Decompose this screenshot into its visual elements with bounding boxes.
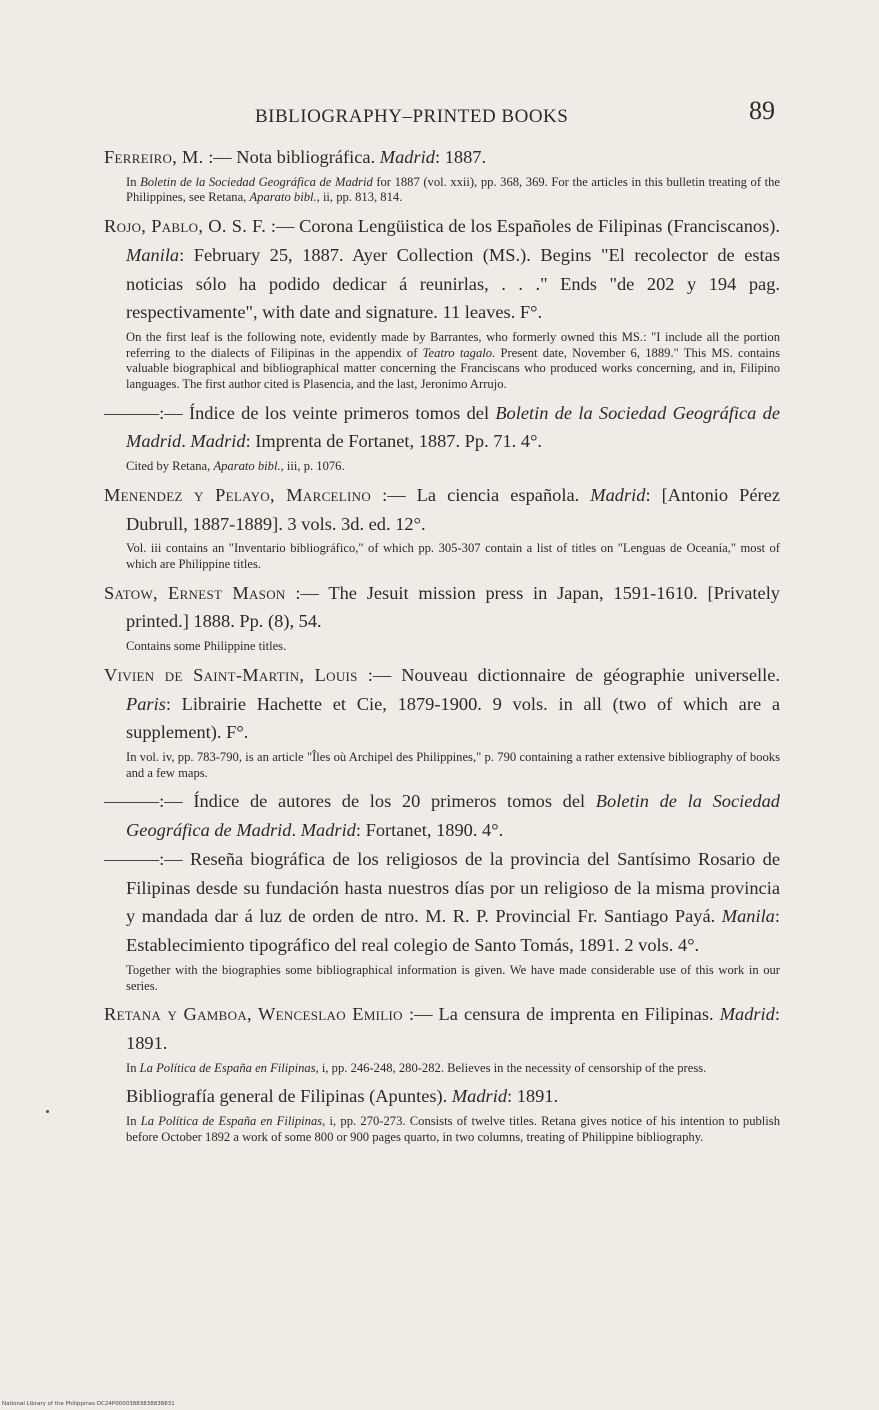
entry-imprint: : Imprenta de Fortanet, 1887. Pp. 71. 4°. xyxy=(245,431,543,452)
entry-author: ——— xyxy=(104,791,160,812)
entry-place: Madrid xyxy=(300,820,356,841)
entry-author: Ferreiro, M. xyxy=(104,147,204,167)
entry-note: In La Política de España en Filipinas, i, pp. 246-248, 280-282. Believes in the necessity of censorship of the press. xyxy=(126,1060,707,1075)
entry-place: Madrid xyxy=(190,431,246,452)
entry-title-italic: Boletin de la Sociedad Geográfica de Madrid xyxy=(126,402,780,452)
page-number: 89 xyxy=(749,96,775,125)
entry-note: In La Política de España en Filipinas, i, pp. 270-273. Consists of twelve titles. Retana gives notice of his intention to publish before October 1892 a work of some 800 or 900 pages quarto, in two columns, treating of Philippine bibliography. xyxy=(126,1114,780,1144)
entry-imprint: : 1891. xyxy=(126,1004,780,1054)
entry-author: ——— xyxy=(104,402,160,423)
entry-title-italic: Boletin de la Sociedad Geográfica de Madrid xyxy=(126,791,780,841)
entry-place: Manila xyxy=(126,244,180,265)
entry-note: In Boletin de la Sociedad Geográfica de Madrid for 1887 (vol. xxii), pp. 368, 369. For the articles in this bulletin treating of the Philippines, see Retana, Aparato bibl., ii, pp. 813, 814. xyxy=(126,174,780,205)
bib-entry-ferreiro xyxy=(104,143,780,172)
entry-title: :— The Jesuit mission press in Japan, 1591-1610. [Privately printed.] 1888. Pp. (8), 54. xyxy=(126,582,781,632)
page-header xyxy=(110,96,779,136)
entry-note: In vol. iv, pp. 783-790, is an article "Îles où Archipel des Philippines," p. 790 containing a rather extensive bibliography of books and a few maps. xyxy=(126,750,780,780)
bib-subentry-bibliografia xyxy=(126,1082,780,1111)
entry-author: Vivien de Saint-Martin, Louis xyxy=(104,664,358,685)
bibliography-list xyxy=(104,143,780,1151)
entry-author: Satow, Ernest Mason xyxy=(104,582,286,603)
entry-place: Madrid xyxy=(590,484,646,505)
bib-entry-resena xyxy=(104,845,780,960)
entry-note: Vol. iii contains an "Inventario bibliográfico," of which pp. 305-307 contain a list of titles on "Lenguas de Oceanía," most of which are Philippine titles. xyxy=(126,541,780,571)
entry-place: Paris xyxy=(126,693,166,714)
entry-note: On the first leaf is the following note, evidently made by Barrantes, who formerly owned this MS.: "I include all the portion referring to the dialects of Filipinas in the appendix of Teatro tagalo. Present date, November 6, 1889." This MS. contains valuable biographical and bibliographical matter concerning the Franciscans who produced works concerning, and in, Filipino languages. The first author cited is Plasencia, and the last, Jeronimo Arrujo. xyxy=(126,330,780,391)
entry-note: Contains some Philippine titles. xyxy=(126,639,287,654)
bib-entry-indice-autores: ———:— Índice de autores de los 20 primeros tomos del Boletin de la Sociedad Geográfica de Madrid. Madrid: Fortanet, 1890. 4°. xyxy=(104,791,780,841)
bib-entry-indice-veinte: ———:— Índice de los veinte primeros tomos del Boletin de la Sociedad Geográfica de Madrid. Madrid: Imprenta de Fortanet, 1887. Pp. 71. 4°. xyxy=(104,402,780,452)
entry-title: Bibliografía general de Filipinas (Apuntes). xyxy=(126,1086,452,1107)
bib-entry-satow xyxy=(104,579,780,637)
entry-author: Rojo, Pablo, O. S. F. xyxy=(104,215,267,236)
entry-imprint: : Establecimiento tipográfico del real colegio de Santo Tomás, 1891. 2 vols. 4°. xyxy=(126,906,780,956)
entry-author: Retana y Gamboa, Wenceslao Emilio xyxy=(104,1004,403,1025)
entry-imprint: : February 25, 1887. Ayer Collection (MS.). Begins "El recolector de estas noticias sólo ha podido dedicar á reunirlas, . . ." Ends "de 202 y 194 pag. respectivamente", with date and signature. 11 leaves. F°. xyxy=(126,244,780,323)
entry-place: Madrid xyxy=(451,1086,508,1107)
entry-title: :— Nouveau dictionnaire de géographie universelle. xyxy=(357,664,780,685)
entry-title: :— Corona Lengüistica de los Españoles de Filipinas (Franciscanos). xyxy=(266,215,780,236)
entry-title: :— Índice de los veinte primeros tomos del xyxy=(159,402,496,423)
scan-speck xyxy=(46,1110,49,1113)
bib-entry-menendez xyxy=(104,481,780,539)
running-title: BIBLIOGRAPHY–PRINTED BOOKS xyxy=(255,106,569,127)
entry-title: :— Reseña biográfica de los religiosos de la provincia del Santísimo Rosario de Filipinas desde su fundación hasta nuestros días por un religioso de la misma provincia y mandada dar á luz de orden de ntro. M. R. P. Provincial Fr. Santiago Payá. xyxy=(126,848,780,927)
entry-imprint: : 1887. xyxy=(434,147,487,167)
bib-entry-rojo xyxy=(104,212,780,327)
entry-author: Menendez y Pelayo, Marcelino xyxy=(104,484,372,505)
entry-place: Madrid xyxy=(379,147,435,167)
entry-note: Together with the biographies some bibliographical information is given. We have made considerable use of this work in our series. xyxy=(126,963,780,993)
entry-title: :— Nota bibliográfica. xyxy=(203,147,380,167)
entry-place: Madrid xyxy=(719,1004,775,1025)
entry-imprint: : [Antonio Pérez Dubrull, 1887-1889]. 3 vols. 3d. ed. 12°. xyxy=(126,484,780,534)
entry-imprint: : 1891. xyxy=(507,1086,559,1107)
entry-imprint: : Librairie Hachette et Cie, 1879-1900. 9 vols. in all (two of which are a supplement). F°. xyxy=(126,693,780,743)
bib-entry-retana xyxy=(104,1000,780,1058)
entry-imprint: : Fortanet, 1890. 4°. xyxy=(355,820,504,841)
entry-author: ——— xyxy=(104,848,160,869)
entry-title: :— La censura de imprenta en Filipinas. xyxy=(402,1004,720,1025)
entry-title: :— La ciencia española. xyxy=(371,484,591,505)
entry-note: Cited by Retana, Aparato bibl., iii, p. 1076. xyxy=(126,459,345,474)
bib-entry-vivien xyxy=(104,661,780,747)
entry-title: :— Índice de autores de los 20 primeros tomos del xyxy=(159,791,596,812)
scan-footer: National Library of the Philippines DC24P00003883838838831 xyxy=(2,1401,175,1407)
entry-place: Manila xyxy=(721,906,775,927)
